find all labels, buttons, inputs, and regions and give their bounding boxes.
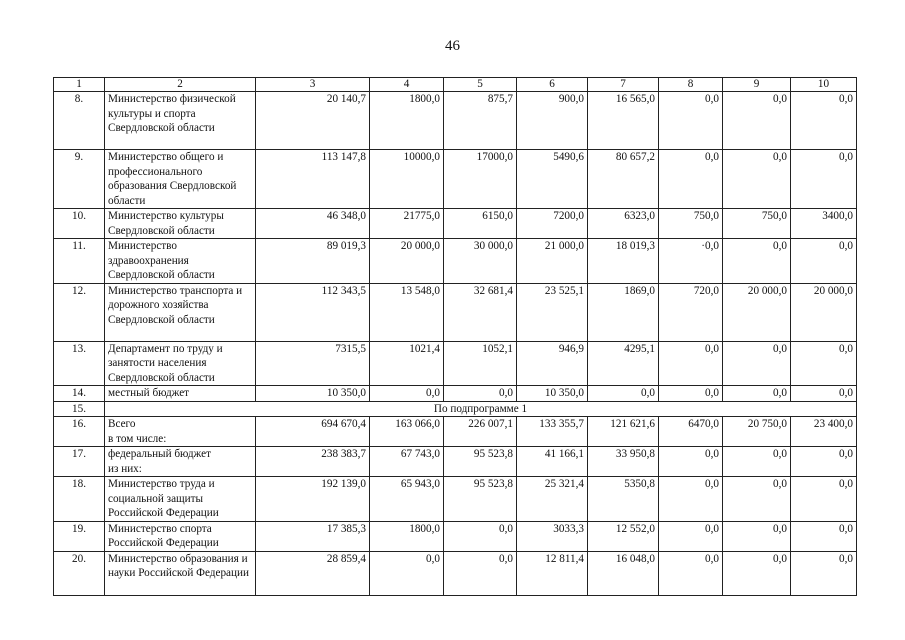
- page-number: 46: [445, 38, 460, 54]
- amount-cell: 5350,8: [588, 477, 659, 522]
- amount-cell: 1869,0: [588, 283, 659, 341]
- amount-cell: 946,9: [517, 341, 588, 386]
- section-title: По подпрограмме 1: [105, 401, 857, 417]
- table-body: [54, 92, 857, 596]
- amount-cell: 750,0: [659, 209, 723, 239]
- amount-cell: 0,0: [723, 386, 791, 402]
- table-row: [54, 477, 857, 522]
- amount-cell: 0,0: [791, 239, 857, 284]
- organization-name: Министерство образования и науки Российской Федерации: [105, 551, 256, 595]
- row-number: 20.: [54, 551, 105, 595]
- row-number: 12.: [54, 283, 105, 341]
- amount-cell: 20 140,7: [256, 92, 370, 150]
- table-row: [54, 209, 857, 239]
- amount-cell: 0,0: [659, 386, 723, 402]
- amount-cell: 80 657,2: [588, 150, 659, 209]
- amount-cell: 0,0: [723, 477, 791, 522]
- column-header: 3: [256, 78, 370, 92]
- amount-cell: 95 523,8: [444, 477, 517, 522]
- amount-cell: 20 000,0: [370, 239, 444, 284]
- organization-name: Департамент по труду и занятости населения Свердловской области: [105, 341, 256, 386]
- amount-cell: 720,0: [659, 283, 723, 341]
- row-number: 17.: [54, 447, 105, 477]
- table-row: [54, 386, 857, 402]
- table-row: [54, 239, 857, 284]
- amount-cell: 0,0: [791, 150, 857, 209]
- organization-name: федеральный бюджет из них:: [105, 447, 256, 477]
- amount-cell: ·0,0: [659, 239, 723, 284]
- amount-cell: 20 750,0: [723, 417, 791, 447]
- amount-cell: 113 147,8: [256, 150, 370, 209]
- amount-cell: 6470,0: [659, 417, 723, 447]
- table-row: [54, 447, 857, 477]
- amount-cell: 12 811,4: [517, 551, 588, 595]
- amount-cell: 0,0: [723, 521, 791, 551]
- amount-cell: 0,0: [370, 386, 444, 402]
- amount-cell: 12 552,0: [588, 521, 659, 551]
- amount-cell: 10 350,0: [517, 386, 588, 402]
- column-header: 6: [517, 78, 588, 92]
- row-number: 19.: [54, 521, 105, 551]
- amount-cell: 46 348,0: [256, 209, 370, 239]
- amount-cell: 0,0: [659, 521, 723, 551]
- table-row: [54, 92, 857, 150]
- column-header: 1: [54, 78, 105, 92]
- amount-cell: 95 523,8: [444, 447, 517, 477]
- amount-cell: 21775,0: [370, 209, 444, 239]
- column-header: 2: [105, 78, 256, 92]
- amount-cell: 6150,0: [444, 209, 517, 239]
- amount-cell: 4295,1: [588, 341, 659, 386]
- column-header: 4: [370, 78, 444, 92]
- organization-name: Министерство здравоохранения Свердловской области: [105, 239, 256, 284]
- amount-cell: 10000,0: [370, 150, 444, 209]
- amount-cell: 0,0: [723, 551, 791, 595]
- amount-cell: 875,7: [444, 92, 517, 150]
- amount-cell: 1052,1: [444, 341, 517, 386]
- column-header: 7: [588, 78, 659, 92]
- amount-cell: 0,0: [791, 386, 857, 402]
- amount-cell: 20 000,0: [791, 283, 857, 341]
- amount-cell: 7315,5: [256, 341, 370, 386]
- organization-name: Всего в том числе:: [105, 417, 256, 447]
- amount-cell: 1800,0: [370, 521, 444, 551]
- amount-cell: 0,0: [791, 92, 857, 150]
- amount-cell: 16 565,0: [588, 92, 659, 150]
- amount-cell: 0,0: [444, 551, 517, 595]
- organization-name: Министерство культуры Свердловской области: [105, 209, 256, 239]
- amount-cell: 163 066,0: [370, 417, 444, 447]
- column-header-row: [54, 78, 857, 92]
- row-number: 9.: [54, 150, 105, 209]
- row-number: 10.: [54, 209, 105, 239]
- amount-cell: 23 525,1: [517, 283, 588, 341]
- amount-cell: 0,0: [791, 341, 857, 386]
- amount-cell: 238 383,7: [256, 447, 370, 477]
- row-number: 13.: [54, 341, 105, 386]
- amount-cell: 0,0: [659, 92, 723, 150]
- organization-name: Министерство труда и социальной защиты Российской Федерации: [105, 477, 256, 522]
- row-number: 16.: [54, 417, 105, 447]
- organization-name: Министерство транспорта и дорожного хозяйства Свердловской области: [105, 283, 256, 341]
- table-row: [54, 150, 857, 209]
- amount-cell: 0,0: [659, 150, 723, 209]
- amount-cell: 0,0: [659, 447, 723, 477]
- table-row: [54, 521, 857, 551]
- budget-table: [53, 77, 857, 596]
- amount-cell: 0,0: [723, 239, 791, 284]
- organization-name: Министерство физической культуры и спорта Свердловской области: [105, 92, 256, 150]
- amount-cell: 0,0: [791, 551, 857, 595]
- amount-cell: 67 743,0: [370, 447, 444, 477]
- amount-cell: 0,0: [791, 477, 857, 522]
- amount-cell: 0,0: [791, 521, 857, 551]
- column-header: 9: [723, 78, 791, 92]
- amount-cell: 1800,0: [370, 92, 444, 150]
- amount-cell: 0,0: [444, 521, 517, 551]
- organization-name: Министерство спорта Российской Федерации: [105, 521, 256, 551]
- amount-cell: 65 943,0: [370, 477, 444, 522]
- amount-cell: 10 350,0: [256, 386, 370, 402]
- amount-cell: 0,0: [370, 551, 444, 595]
- amount-cell: 0,0: [588, 386, 659, 402]
- amount-cell: 694 670,4: [256, 417, 370, 447]
- amount-cell: 23 400,0: [791, 417, 857, 447]
- amount-cell: 25 321,4: [517, 477, 588, 522]
- amount-cell: 89 019,3: [256, 239, 370, 284]
- amount-cell: 226 007,1: [444, 417, 517, 447]
- amount-cell: 16 048,0: [588, 551, 659, 595]
- amount-cell: 3033,3: [517, 521, 588, 551]
- section-row: [54, 401, 857, 417]
- amount-cell: 0,0: [723, 150, 791, 209]
- amount-cell: 0,0: [444, 386, 517, 402]
- row-number: 15.: [54, 401, 105, 417]
- amount-cell: 0,0: [723, 341, 791, 386]
- column-header: 10: [791, 78, 857, 92]
- amount-cell: 28 859,4: [256, 551, 370, 595]
- amount-cell: 5490,6: [517, 150, 588, 209]
- organization-name: Министерство общего и профессионального образования Свердловской области: [105, 150, 256, 209]
- amount-cell: 0,0: [659, 551, 723, 595]
- table-row: [54, 341, 857, 386]
- amount-cell: 7200,0: [517, 209, 588, 239]
- amount-cell: 21 000,0: [517, 239, 588, 284]
- amount-cell: 112 343,5: [256, 283, 370, 341]
- table-row: [54, 283, 857, 341]
- amount-cell: 20 000,0: [723, 283, 791, 341]
- amount-cell: 30 000,0: [444, 239, 517, 284]
- organization-name: местный бюджет: [105, 386, 256, 402]
- amount-cell: 17000,0: [444, 150, 517, 209]
- amount-cell: 1021,4: [370, 341, 444, 386]
- amount-cell: 33 950,8: [588, 447, 659, 477]
- amount-cell: 18 019,3: [588, 239, 659, 284]
- amount-cell: 133 355,7: [517, 417, 588, 447]
- column-header: 8: [659, 78, 723, 92]
- amount-cell: 0,0: [659, 341, 723, 386]
- amount-cell: 13 548,0: [370, 283, 444, 341]
- table-row: [54, 417, 857, 447]
- amount-cell: 0,0: [723, 447, 791, 477]
- amount-cell: 6323,0: [588, 209, 659, 239]
- row-number: 18.: [54, 477, 105, 522]
- amount-cell: 192 139,0: [256, 477, 370, 522]
- table-row: [54, 551, 857, 595]
- row-number: 11.: [54, 239, 105, 284]
- amount-cell: 0,0: [659, 477, 723, 522]
- row-number: 14.: [54, 386, 105, 402]
- amount-cell: 121 621,6: [588, 417, 659, 447]
- amount-cell: 750,0: [723, 209, 791, 239]
- amount-cell: 17 385,3: [256, 521, 370, 551]
- amount-cell: 900,0: [517, 92, 588, 150]
- amount-cell: 0,0: [791, 447, 857, 477]
- row-number: 8.: [54, 92, 105, 150]
- column-header: 5: [444, 78, 517, 92]
- amount-cell: 32 681,4: [444, 283, 517, 341]
- amount-cell: 41 166,1: [517, 447, 588, 477]
- amount-cell: 0,0: [723, 92, 791, 150]
- amount-cell: 3400,0: [791, 209, 857, 239]
